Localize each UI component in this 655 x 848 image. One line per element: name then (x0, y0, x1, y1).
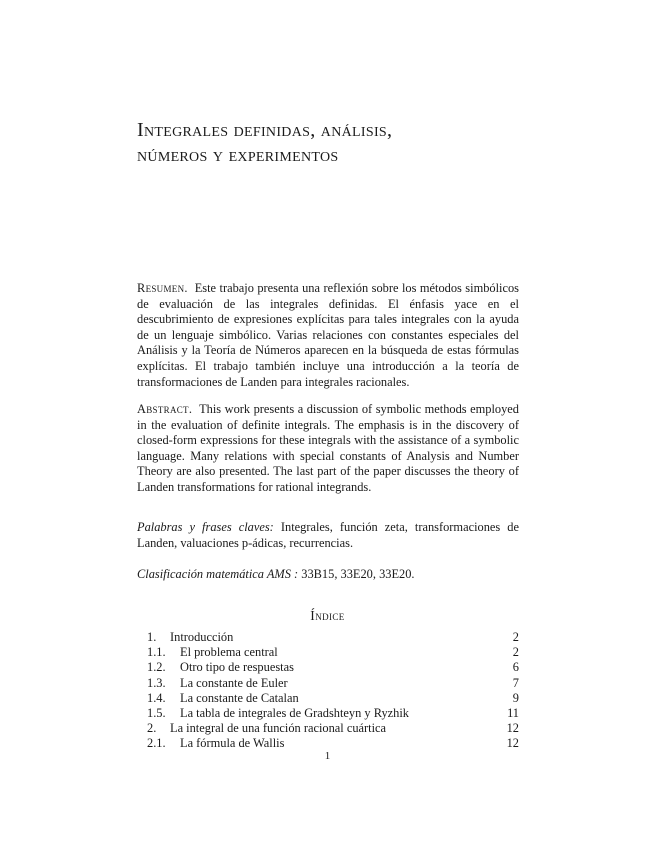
toc-entry-page: 12 (506, 721, 519, 736)
toc-entry-label: Introducción (170, 630, 234, 644)
toc-entry-label: La constante de Euler (180, 675, 288, 690)
toc-entry[interactable] (147, 706, 519, 721)
resumen-text: Este trabajo presenta una reflexión sobre los métodos simbólicos de evaluación de las integrales definidas. El énfasis yace en el descubrimiento de expresiones explícitas para tales integrales con la ayuda de un lenguaje simbólico. Varias relaciones con constantes especiales del Análisis y la Teoría de Números aparecen en la búsqueda de estas fórmulas explícitas. El trabajo también incluye una introducción a la teoría de transformaciones de Landen para integrales racionales. (137, 281, 520, 389)
ams-label: Clasificación matemática AMS : (137, 567, 299, 581)
toc-entry-page: 2 (512, 630, 519, 644)
toc-entry-number: 1.5. (147, 705, 166, 720)
page-title (137, 118, 537, 168)
resumen-paragraph (137, 281, 519, 390)
toc-entry-number: 1. (147, 630, 157, 644)
toc-entry-label: La constante de Catalan (180, 690, 299, 705)
toc-title: Índice (310, 608, 345, 623)
toc-entry[interactable] (147, 660, 519, 675)
toc-entry-label: La fórmula de Wallis (180, 736, 285, 751)
title-line-2: números y experimentos (137, 144, 339, 166)
ams-classification (137, 567, 519, 583)
keywords-paragraph (137, 520, 519, 551)
abstract-heading: Abstract. (137, 402, 193, 416)
toc-entry-number: 2.1. (147, 736, 166, 751)
toc-entry[interactable] (147, 630, 519, 645)
toc-entry-number: 1.2. (147, 660, 166, 675)
table-of-contents (147, 630, 519, 752)
abstract-paragraph (137, 402, 519, 496)
ams-text: 33B15, 33E20, 33E20. (301, 567, 415, 581)
toc-entry-page: 12 (506, 736, 519, 751)
resumen-heading: Resumen. (137, 281, 188, 295)
abstract-text: This work presents a discussion of symbolic methods employed in the evaluation of definite integrals. The emphasis is in the discovery of closed-form expressions for these integrals with the assistance of a symbolic language. Many relations with special constants of Analysis and Number Theory are also presented. The last part of the paper discusses the theory of Landen transformations for rational integrands. (137, 402, 519, 494)
toc-entry-label: El problema central (180, 645, 278, 660)
toc-entry-number: 1.3. (147, 675, 166, 690)
toc-entry-page: 9 (512, 690, 519, 705)
toc-entry-number: 1.1. (147, 645, 166, 660)
toc-entry-label: La integral de una función racional cuártica (170, 721, 387, 736)
toc-entry-label: Otro tipo de respuestas (180, 660, 294, 675)
toc-entry-page: 2 (512, 645, 519, 660)
toc-entry[interactable] (147, 691, 519, 706)
title-line-1: Integrales definidas, análisis, (137, 119, 393, 141)
toc-entry[interactable] (147, 645, 519, 660)
keywords-label: Palabras y frases claves: (137, 520, 274, 534)
toc-entry-page: 7 (512, 675, 519, 690)
page-number: 1 (324, 750, 331, 762)
toc-entry[interactable] (147, 676, 519, 691)
toc-entry-page: 11 (507, 705, 519, 720)
toc-entry[interactable] (147, 721, 519, 736)
keywords-text: Integrales, función zeta, transformaciones de Landen, valuaciones p-ádicas, recurrencias. (137, 520, 519, 550)
toc-entry-page: 6 (512, 660, 519, 675)
toc-entry-number: 1.4. (147, 690, 166, 705)
toc-entry-number: 2. (147, 721, 157, 736)
toc-entry-label: La tabla de integrales de Gradshteyn y Ryzhik (180, 705, 409, 720)
